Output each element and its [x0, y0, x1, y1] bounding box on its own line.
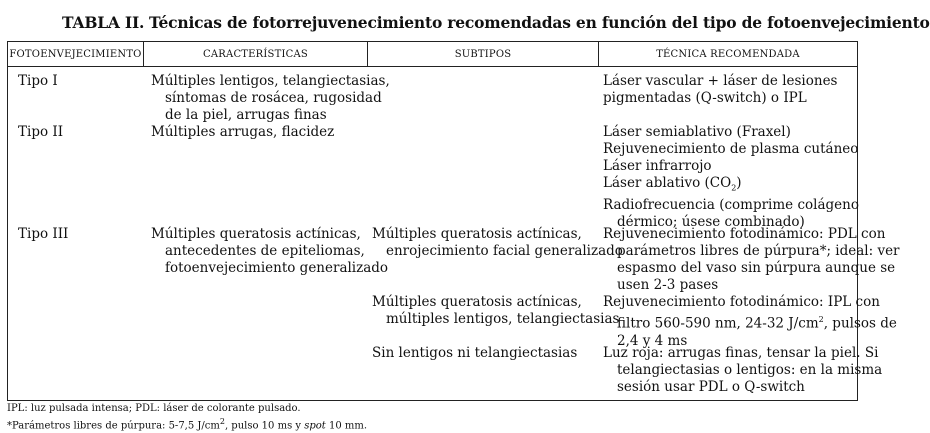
characteristics-cell — [151, 226, 388, 277]
header-subtypes: SUBTIPOS — [368, 42, 599, 67]
text-fragment: , pulso 10 ms y — [224, 420, 305, 432]
subscript: 2 — [731, 183, 737, 193]
table-title — [62, 13, 930, 32]
text-line: Láser semiablativo (Fraxel) — [603, 124, 791, 140]
text-line: pigmentadas (Q-switch) o IPL — [603, 90, 807, 106]
text-line: Sin lentigos ni telangiectasias — [372, 345, 578, 361]
text-line: dérmico; úsese combinado) — [617, 213, 805, 230]
footnote-abbreviations: IPL: luz pulsada intensa; PDL: láser de colorante pulsado. — [7, 403, 301, 414]
text-line: 2,4 y 4 ms — [617, 332, 688, 349]
superscript: 2 — [219, 417, 225, 426]
text-fragment: filtro 560-590 nm, 24-32 J/cm — [617, 315, 819, 332]
header-characteristics: CARACTERÍSTICAS — [144, 42, 368, 67]
text-line: enrojecimiento facial generalizado — [386, 243, 623, 259]
text-line — [603, 175, 859, 197]
text-line: síntomas de rosácea, rugosidad — [165, 90, 382, 106]
text-line: múltiples lentigos, telangiectasias — [386, 311, 620, 327]
subtype-cell — [372, 294, 619, 328]
text-line: Radiofrecuencia (comprime colágeno — [603, 196, 859, 213]
text-fragment: 10 mm. — [325, 420, 368, 432]
technique-cell — [603, 73, 838, 107]
footnote-purpura — [7, 417, 367, 431]
text-fragment: ) — [736, 175, 742, 191]
text-line: Rejuvenecimiento fotodinámico: PDL con — [603, 226, 886, 242]
text-line: parámetros libres de púrpura*; ideal: ver — [617, 243, 900, 259]
type-label: Tipo II — [18, 124, 64, 140]
text-line: Luz roja: arrugas finas, tensar la piel. Si — [603, 345, 879, 361]
text-line: fotoenvejecimiento generalizado — [165, 260, 389, 276]
text-line: Láser vascular + láser de lesiones — [603, 73, 838, 89]
text-line: Múltiples queratosis actínicas, — [151, 226, 361, 242]
text-line: telangiectasias o lentigos: en la misma — [617, 362, 883, 378]
subtype-cell — [372, 226, 623, 260]
italic-term: spot — [304, 420, 326, 432]
text-line: Múltiples arrugas, flacidez — [151, 124, 335, 140]
subtype-cell — [372, 345, 577, 362]
characteristics-cell — [151, 124, 334, 141]
text-line: de la piel, arrugas finas — [165, 107, 327, 123]
table-caption: Técnicas de fotorrejuvenecimiento recomendadas en función del tipo de fotoenvejecimiento — [148, 13, 930, 32]
text-line: Múltiples queratosis actínicas, — [372, 226, 582, 242]
technique-cell — [603, 226, 900, 294]
text-line: usen 2-3 pases — [617, 277, 719, 293]
table-number: TABLA II. — [62, 13, 145, 32]
text-line: espasmo del vaso sin púrpura aunque se — [617, 260, 896, 276]
text-line: Rejuvenecimiento fotodinámico: IPL con — [603, 294, 880, 310]
type-label: Tipo III — [18, 226, 69, 242]
superscript: 2 — [818, 315, 824, 324]
type-label: Tipo I — [18, 73, 58, 89]
characteristics-cell — [151, 73, 390, 124]
technique-cell — [603, 345, 882, 396]
phototherapy-table — [7, 41, 900, 401]
header-photoaging: FOTOENVEJECIMIENTO — [8, 42, 144, 67]
text-line: sesión usar PDL o Q-switch — [617, 379, 805, 395]
text-fragment: Láser ablativo (CO — [603, 175, 732, 191]
text-line: Rejuvenecimiento de plasma cutáneo — [603, 141, 859, 157]
text-line: Múltiples queratosis actínicas, — [372, 294, 582, 310]
text-line: antecedentes de epiteliomas, — [165, 243, 365, 259]
table-row-tipo-1 — [8, 67, 858, 401]
text-line — [603, 311, 897, 333]
header-row — [8, 42, 858, 67]
text-fragment: *Parámetros libres de púrpura: 5-7,5 J/cm — [7, 420, 220, 432]
text-fragment: , pulsos de — [823, 315, 897, 332]
text-line: Múltiples lentigos, telangiectasias, — [151, 73, 390, 89]
technique-cell — [603, 294, 897, 350]
text-line: Láser infrarrojo — [603, 158, 712, 174]
technique-cell — [603, 124, 859, 231]
header-technique: TÉCNICA RECOMENDADA — [599, 42, 858, 67]
